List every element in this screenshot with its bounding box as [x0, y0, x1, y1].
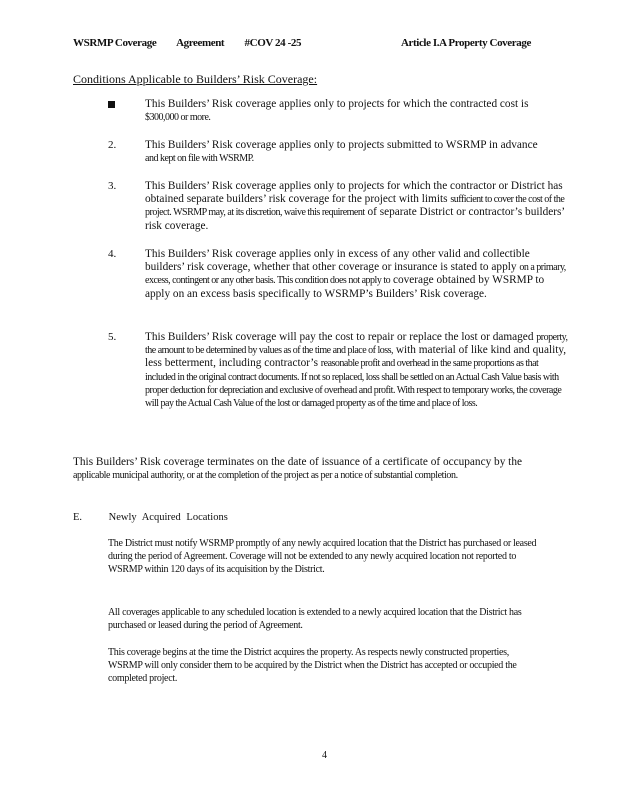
item-number: 5.: [108, 331, 117, 343]
section-e-paragraph-3: This coverage begins at the time the District acquires the property. As respects newly constructed properties, WSRMP will only consider them to be acquired by the District when the District has accepted or occupied the completed project.: [108, 647, 517, 684]
condition-small-text: on a primary, excess, contingent or any other basis. This condition does not apply to: [145, 262, 566, 287]
condition-main-text-cont: of separate District or contractor’s builders’ risk coverage.: [145, 206, 565, 232]
section-e-heading: [73, 512, 228, 523]
section-title: Conditions Applicable to Builders’ Risk Coverage:: [73, 72, 318, 86]
termination-small-text: applicable municipal authority, or at the completion of the project as per a notice of substantial completion.: [73, 470, 458, 482]
termination-paragraph: [73, 456, 551, 482]
condition-main-text-cont: coverage obtained by WSRMP to apply on an excess basis specifically to WSRMP’s Builders’ Risk coverage.: [145, 274, 545, 300]
header-agreement-number: #COV 24 -25: [244, 37, 302, 49]
section-e-letter: E.: [73, 512, 83, 523]
condition-text: [145, 248, 568, 301]
condition-item-4: [108, 248, 568, 301]
termination-main-text: This Builders’ Risk coverage terminates on the date of issuance of a certificate of occupancy by the: [73, 456, 522, 468]
page-number: 4: [322, 750, 327, 761]
condition-item-3: [108, 180, 568, 233]
page-header-article: Article I.A Property Coverage: [401, 37, 531, 49]
item-number: 3.: [108, 180, 117, 192]
page-header-left: [73, 37, 319, 49]
item-number: 2.: [108, 139, 117, 151]
condition-item-2: [108, 139, 568, 165]
header-coverage-label: WSRMP Coverage: [73, 37, 157, 49]
condition-main-text: This Builders’ Risk coverage applies only to projects submitted to WSRMP in advance: [145, 139, 538, 151]
condition-text: [145, 98, 568, 124]
condition-main-text: This Builders’ Risk coverage will pay the cost to repair or replace the lost or damaged: [145, 331, 534, 343]
condition-item-5: [108, 331, 568, 410]
condition-small-text: sufficient to cover the cost of the project. WSRMP may, at its discretion, waive this requirement: [145, 194, 565, 219]
condition-small-text-cont: reasonable profit and overhead in the same proportions as that included in the original contract documents. If not so replaced, loss shall be settled on an Actual Cash Value basis with proper deduction for depreciation and exclusive of overhead and profit. With respect to temporary works, the coverage will pay the Actual Cash Value of the lost or damaged property as of the time and place of loss.: [145, 358, 562, 410]
condition-main-text: This Builders’ Risk coverage applies only to projects for which the contracted cost is: [145, 98, 529, 110]
condition-small-text: property, the amount to be determined by values as of the time and place of loss,: [145, 332, 568, 357]
condition-text: [145, 139, 568, 165]
section-e-title: Newly Acquired Locations: [108, 512, 228, 523]
square-bullet-icon: [108, 101, 115, 108]
header-agreement-label: Agreement: [176, 37, 225, 49]
condition-small-text: and kept on file with WSRMP.: [145, 153, 254, 165]
condition-text: [145, 180, 568, 233]
condition-main-text: This Builders’ Risk coverage applies only in excess of any other valid and collectible builders’ risk coverage, whether that other coverage or insurance is stated to apply: [145, 248, 530, 274]
section-e-paragraph-1: The District must notify WSRMP promptly of any newly acquired location that the District has purchased or leased during the period of Agreement. Coverage will not be extended to any newly acquired location not reported to WSRMP within 120 days of its acquisition by the District.: [108, 538, 537, 575]
condition-main-text-cont: with material of like kind and quality, less betterment, including contractor’s: [145, 344, 567, 370]
condition-item-1: [108, 98, 568, 124]
section-e-paragraph-2: All coverages applicable to any scheduled location is extended to a newly acquired location that the District has purchased or leased during the period of Agreement.: [108, 607, 522, 631]
condition-small-text: $300,000 or more.: [145, 112, 211, 124]
condition-main-text: This Builders’ Risk coverage applies only to projects for which the contractor or District has obtained separate builders’ risk coverage for the project with limits: [145, 180, 563, 206]
condition-text: [145, 331, 568, 410]
item-number: 4.: [108, 248, 117, 260]
